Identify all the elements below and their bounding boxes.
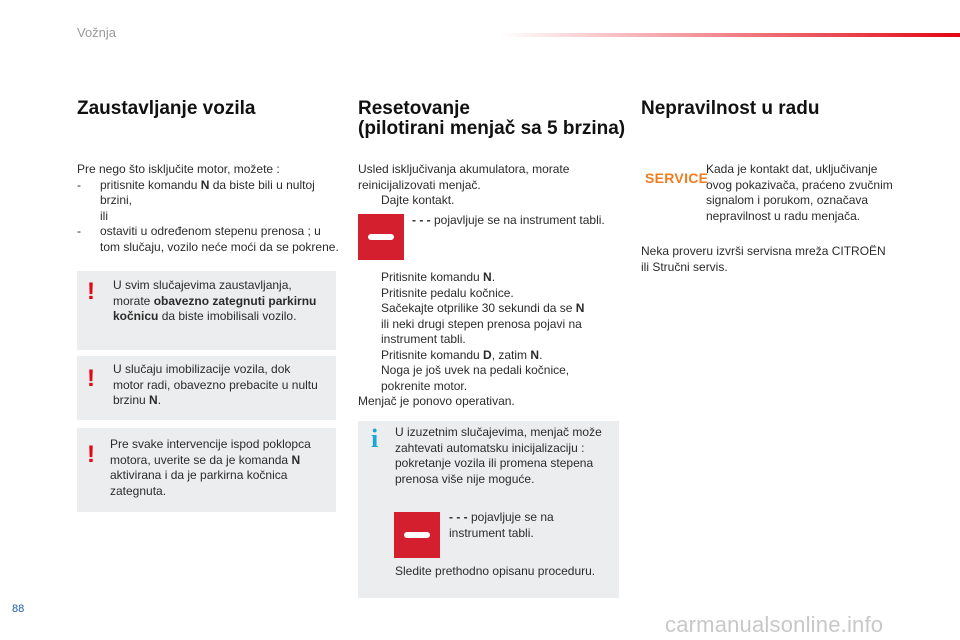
step-5: Noga je još uvek na pedali kočnice, (381, 363, 570, 377)
info-display-text: - - - pojavljuje se na instrument tabli. (449, 510, 554, 540)
col3-p2: Neka proveru izvrši servisna mreža CITROËN ili Stručni servis. (641, 244, 886, 274)
page-number: 88 (12, 603, 25, 615)
col1-heading: Zaustavljanje vozila (77, 98, 256, 119)
info-icon: i (371, 424, 379, 453)
info-box (358, 421, 619, 598)
watermark: carmanualsonline.info (665, 612, 884, 637)
col1-ili: ili (100, 208, 108, 223)
col3-heading: Nepravilnost u radu (641, 98, 820, 119)
warning-text: U slučaju imobilizacije vozila, dok motor radi, obavezno prebacite u nultu brzinu N. (113, 362, 318, 407)
warning-text: Pre svake intervencije ispod poklopca motora, uverite se da je komanda N aktivirana i da je parkirna kočnica zategnuta. (110, 437, 311, 498)
col2-steps: Pritisnite komandu N. Pritisnite pedalu kočnice. Sačekajte otprilike 30 sekundi da se N ili neki drugi stepen prenosa pojavi na instrument tabli. Pritisnite komandu D, zatim N. Noga je još uvek na pedali kočnice, pokrenite motor. Menjač je ponovo operativan. (358, 270, 618, 410)
warning-box-parking-brake (77, 271, 336, 350)
col1-item1: - pritisnite komandu N da biste bili u nultoj (77, 177, 315, 192)
col1-item1-cont: brzini, (100, 193, 133, 207)
col1-item2-cont: tom slučaju, vozilo neće moći da se pokrene. (100, 239, 339, 254)
step-4: Pritisnite komandu D, zatim N. (381, 347, 543, 362)
col2-heading: Resetovanje (pilotirani menjač sa 5 brzina) (358, 98, 626, 139)
step-3: Sačekajte otprilike 30 sekundi da se N (381, 301, 585, 315)
col1-intro: Pre nego što isključite motor, možete : (77, 162, 280, 176)
gearbox-display-icon (394, 512, 440, 558)
warning-box-neutral (77, 356, 336, 420)
display-dashes-text: - - - pojavljuje se na instrument tabli. (412, 213, 605, 227)
step-1: Pritisnite komandu N. (381, 270, 496, 284)
warning-icon: ! (87, 278, 95, 305)
col2-intro: Usled isključivanja akumulatora, morate reinicijalizovati menjač. Dajte kontakt. (358, 162, 570, 207)
header-accent-rule (500, 33, 960, 37)
col1-intro-block (77, 162, 342, 255)
col1-item2: - ostaviti u određenom stepenu prenosa ; u (77, 224, 321, 238)
gearbox-display-icon (358, 214, 404, 260)
info-follow-text: Sledite prethodno opisanu proceduru. (395, 564, 596, 578)
section-label: Vožnja (77, 25, 117, 40)
step-2: Pritisnite pedalu kočnice. (381, 285, 514, 300)
warning-icon: ! (87, 441, 95, 468)
warning-icon: ! (87, 365, 95, 392)
info-text: U izuzetnim slučajevima, menjač može zahtevati automatsku inicijalizaciju : pokretanje vozila ili promena stepena prenosa više nije moguće. (395, 425, 602, 486)
warning-box-bonnet (77, 428, 336, 512)
col2-done: Menjač je ponovo operativan. (358, 394, 515, 408)
col3-p1: Kada je kontakt dat, uključivanje ovog pokazivača, praćeno zvučnim signalom i porukom, označava nepravilnost u radu menjača. (706, 162, 893, 223)
service-warning-icon: SERVICE (645, 170, 709, 186)
warning-text: U svim slučajevima zaustavljanja, morate obavezno zategnuti parkirnu kočnicu da biste imobilisali vozilo. (113, 278, 317, 323)
